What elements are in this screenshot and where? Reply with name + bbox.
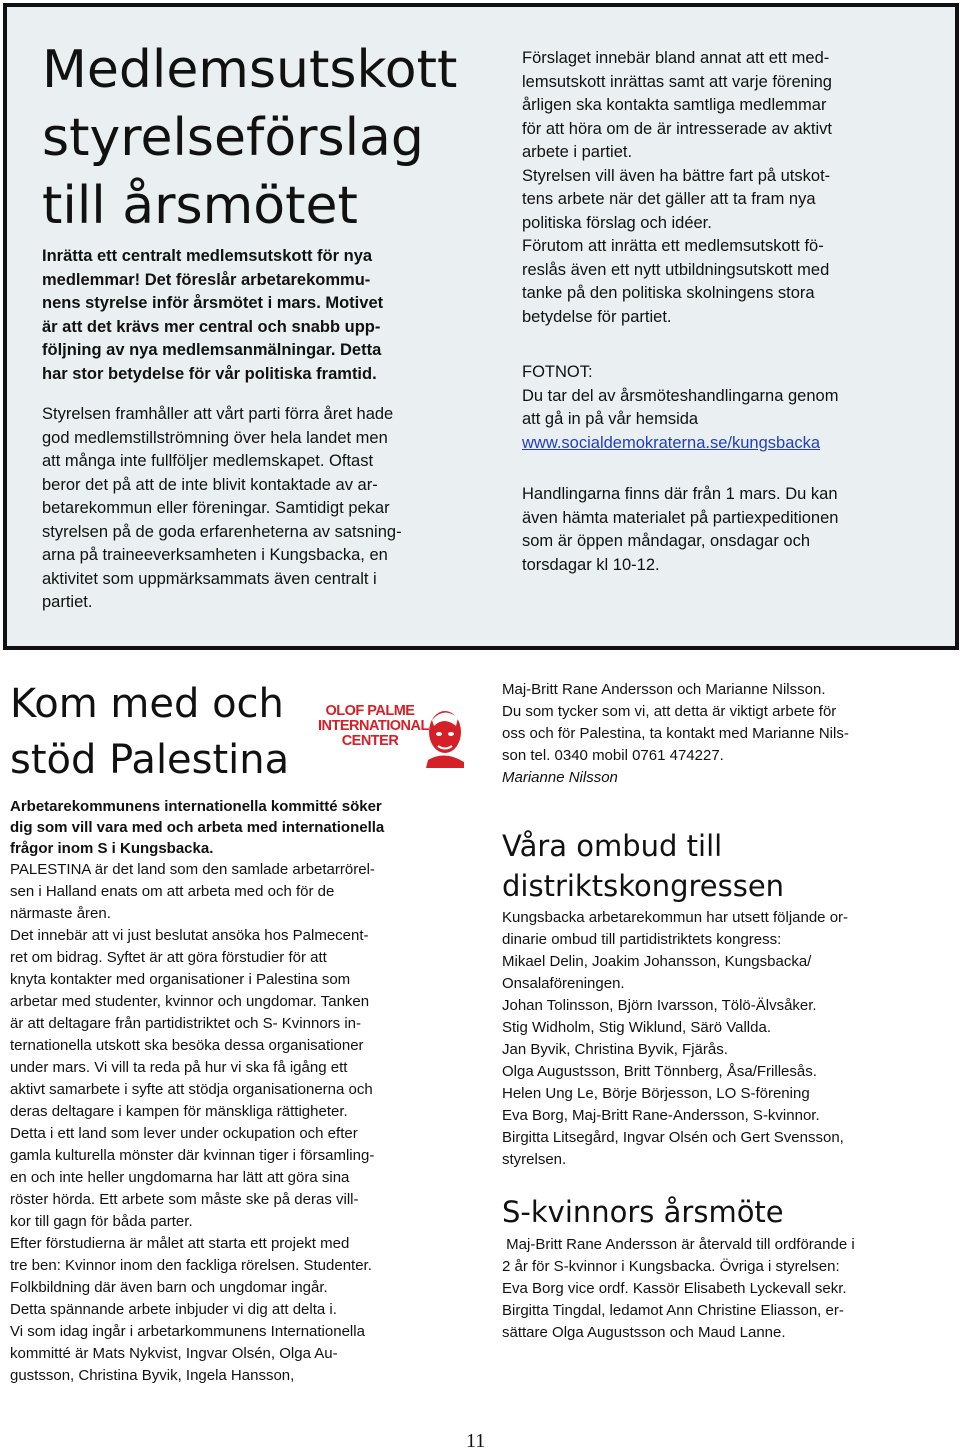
body-line: tanke på den politiska skolningens stora [522,284,815,302]
body-line: aktivt samarbete i syfte att stödja organisationerna och [10,1081,373,1098]
body-line: deras deltagare i kampen för mänskliga rättigheter. [10,1103,348,1120]
lead-line: följning av nya medlemsanmälningar. Detta [42,341,382,359]
body-line: närmaste åren. [10,905,111,922]
page-number: 11 [466,1430,486,1452]
body-line: Kungsbacka arbetarekommun har utsett följande or- [502,909,849,926]
body-line: Förslaget innebär bland annat att ett med- [522,49,830,67]
ombud-title [502,826,952,906]
body-line: Birgitta Tingdal, ledamot Ann Christine Eliasson, er- [502,1302,844,1319]
palestina-continuation [502,679,952,789]
body-line: Jan Byvik, Christina Byvik, Fjärås. [502,1041,728,1058]
body-line: Det innebär att vi just beslutat ansöka hos Palmecent- [10,927,369,944]
body-line: Eva Borg, Maj-Britt Rane-Andersson, S-kvinnor. [502,1107,820,1124]
info-line: torsdagar kl 10-12. [522,555,660,574]
lead-line: medlemmar! Det föreslår arbetarekommu- [42,270,371,289]
body-line: Maj-Britt Rane Andersson är återvald till ordförande i [502,1236,855,1253]
title-line: distriktskongressen [502,869,785,903]
body-line: dinarie ombud till partidistriktets kongress: [502,931,782,948]
body-line: för att höra om de är intresserade av aktivt [522,119,832,138]
lead-line: frågor inom S i Kungsbacka. [10,840,214,857]
footnote-label: FOTNOT: [522,363,593,381]
palme-portrait-icon [422,704,468,768]
body-line: betydelse för partiet. [522,307,672,326]
title-line: styrelseförslag [42,108,424,168]
footnote-line: att gå in på vår hemsida [522,410,699,428]
body-line: Styrelsen framhåller att vårt parti förra året hade [42,405,394,423]
lead-line: är att det krävs mer central och snabb upp- [42,317,381,336]
body-line: sen i Halland enats om att arbeta med och för de [10,883,335,900]
title-line: Kom med och [10,681,284,727]
body-line: god medlemstillströmning över hela landet men [42,428,388,447]
title-line: till årsmötet [42,176,358,236]
body-line: sättare Olga Augustsson och Maud Lanne. [502,1324,786,1341]
top-article-right-column [522,47,942,329]
body-line: Johan Tolinsson, Björn Ivarsson, Tölö-Älvsåker. [502,997,817,1014]
olof-palme-center-logo [318,704,468,768]
body-line: tens arbete när det gäller att ta fram nya [522,190,816,208]
body-line: styrelsen på de goda erfarenheterna av satsning- [42,522,402,541]
body-line: Stig Widholm, Stig Wiklund, Särö Vallda. [502,1019,771,1036]
body-line: kommitté är Mats Nykvist, Ingvar Olsén, Olga Au- [10,1345,338,1362]
body-line: Detta spännande arbete inbjuder vi dig att delta i. [10,1301,337,1318]
body-line: PALESTINA är det land som den samlade arbetarrörel- [10,861,375,878]
info-line: även hämta materialet på partiexpeditionen [522,508,839,527]
footnote [522,361,942,455]
body-line: betarekommun eller föreningar. Samtidigt pekar [42,499,390,517]
body-line: knyta kontakter med organisationer i Palestina som [10,971,351,988]
title-line: Medlemsutskott [42,40,458,100]
body-line: Vi som idag ingår i arbetarkommunens Internationella [10,1323,365,1340]
info-line: som är öppen måndagar, onsdagar och [522,532,811,550]
body-line: Efter förstudierna är målet att starta ett projekt med [10,1235,350,1252]
body-line: reslås även ett nytt utbildningsutskott med [522,260,830,279]
body-line: Onsalaföreningen. [502,975,625,992]
body-line: en och inte heller ungdomarna har lätt att göra sina [10,1169,350,1186]
info-line: Handlingarna finns där från 1 mars. Du kan [522,485,838,503]
body-line: Mikael Delin, Joakim Johansson, Kungsbacka/ [502,953,812,970]
body-line: årligen ska kontakta samtliga medlemmar [522,96,827,114]
body-line: Birgitta Litsegård, Ingvar Olsén och Gert Svensson, [502,1129,844,1146]
body-line: arbetar med studenter, kvinnor och ungdomar. Tanken [10,993,370,1010]
title-line: stöd Palestina [10,737,290,783]
palestina-title [10,676,320,788]
lead-line: har stor betydelse för vår politiska framtid. [42,364,377,383]
body-line: att många inte fullföljer medlemskapet. Oftast [42,452,374,470]
body-line: beror det på att de inte blivit kontaktade av ar- [42,475,378,494]
body-line: är att deltagare från partidistriktet och S- Kvinnors in- [10,1015,361,1032]
body-line: Olga Augustsson, Britt Tönnberg, Åsa/Frillesås. [502,1063,817,1080]
skvinnor-body [502,1234,952,1344]
logo-text: OLOF PALME INTERNATIONAL CENTER [318,703,429,749]
body-line: under mars. Vi vill ta reda på hur vi ska få igång ett [10,1059,348,1076]
body-line: röster hörda. Ett arbete som måste ske på deras vill- [10,1191,359,1208]
body-line: Maj-Britt Rane Andersson och Marianne Nilsson. [502,681,826,698]
top-article-title [42,36,492,240]
body-line: politiska förslag och idéer. [522,213,712,232]
body-line: oss och för Palestina, ta kontakt med Marianne Nils- [502,725,849,742]
skvinnor-title [502,1192,952,1232]
body-line: Detta i ett land som lever under ockupation och efter [10,1125,358,1142]
lead-line: Arbetarekommunens internationella kommitté söker [10,798,382,815]
body-line: Folkbildning där även barn och ungdomar ingår. [10,1279,328,1296]
title-line: S-kvinnors årsmöte [502,1195,784,1229]
body-line: 2 år för S-kvinnor i Kungsbacka. Övriga i styrelsen: [502,1258,840,1275]
signature: Marianne Nilsson [502,769,618,786]
lead-line: dig som vill vara med och arbeta med internationella [10,819,385,836]
body-line: lemsutskott inrättas samt att varje förening [522,72,832,91]
body-line: styrelsen. [502,1151,567,1168]
body-line: gamla kulturella mönster där kvinnan tiger i församling- [10,1147,375,1164]
info-text [522,483,942,577]
top-article-lead [42,245,502,386]
body-line: partiet. [42,593,93,611]
body-line: gustsson, Christina Byvik, Ingela Hansson, [10,1367,295,1384]
lead-line: nens styrelse inför årsmötet i mars. Motivet [42,294,384,312]
body-line: ret om bidrag. Syftet är att göra förstudier för att [10,949,327,966]
body-line: arna på traineeverksamheten i Kungsbacka, en [42,546,388,564]
body-line: tre ben: Kvinnor inom den fackliga rörelsen. Studenter. [10,1257,372,1274]
body-line: Styrelsen vill även ha bättre fart på utskot- [522,166,831,185]
palestina-body [10,859,480,1387]
lead-line: Inrätta ett centralt medlemsutskott för nya [42,247,373,265]
body-line: arbete i partiet. [522,143,633,161]
body-line: Förutom att inrätta ett medlemsutskott fö- [522,237,824,255]
body-line: Helen Ung Le, Börje Börjesson, LO S-förening [502,1085,810,1102]
body-line: aktivitet som uppmärksammats även centralt i [42,569,377,588]
body-line: son tel. 0340 mobil 0761 474227. [502,747,724,764]
website-link[interactable]: www.socialdemokraterna.se/kungsbacka [522,433,821,452]
ombud-body [502,907,952,1171]
body-line: ternationella utskott ska besöka dessa organisationer [10,1037,364,1054]
footnote-line: Du tar del av årsmöteshandlingarna genom [522,386,839,405]
body-line: kor till gagn för båda parter. [10,1213,193,1230]
title-line: Våra ombud till [502,829,723,863]
body-line: Du som tycker som vi, att detta är viktigt arbete för [502,703,837,720]
palestina-lead [10,796,480,859]
top-article-body [42,403,502,615]
body-line: Eva Borg vice ordf. Kassör Elisabeth Lyckevall sekr. [502,1280,847,1297]
